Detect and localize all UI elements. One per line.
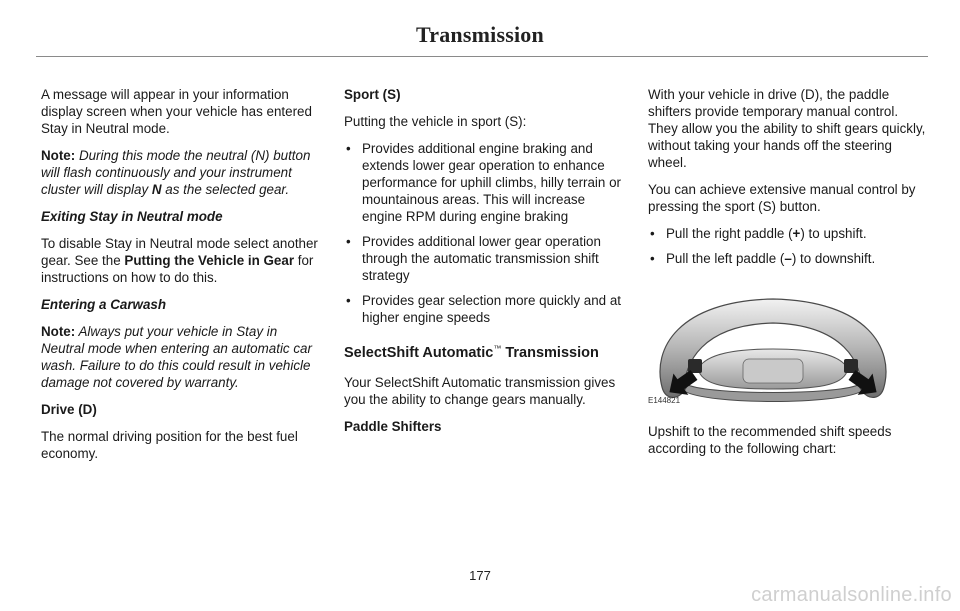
list-item: [344, 233, 626, 284]
heading-exiting-stay-in-neutral: Exiting Stay in Neutral mode: [41, 209, 223, 224]
heading-selectshift-suffix: Transmission: [501, 344, 599, 361]
column-left: [41, 86, 321, 472]
paragraph-sport: Putting the vehicle in sport (S):: [344, 114, 527, 129]
list-item-text: Provides additional lower gear operation through the automatic transmission shift strategy: [362, 234, 601, 283]
trademark-symbol: ™: [493, 344, 502, 353]
note-text: Always put your vehicle in Stay in Neutral mode when entering an automatic car wash. Failure to do this could result in vehicle damage not covered by warranty.: [41, 324, 312, 390]
note-neutral-mode: [41, 147, 321, 198]
page-number: 177: [469, 568, 491, 583]
list-item: [344, 292, 626, 326]
heading-drive: Drive (D): [41, 402, 97, 417]
minus-symbol: –: [784, 251, 792, 266]
column-middle: [344, 86, 626, 445]
list-item: [648, 250, 930, 267]
exit-text: To disable Stay in Neutral mode select another gear. See the: [41, 236, 318, 268]
heading-selectshift: [344, 340, 626, 362]
note-carwash: [41, 323, 321, 391]
steering-wheel-illustration: [648, 291, 898, 409]
list-item-text: Provides gear selection more quickly and at higher engine speeds: [362, 293, 622, 325]
paragraph-exit-instructions: [41, 235, 321, 286]
note-text-end: as the selected gear.: [161, 182, 290, 197]
bullet-icon: •: [650, 251, 655, 266]
note-label: Note:: [41, 324, 76, 339]
paragraph-paddle-intro: With your vehicle in drive (D), the paddle shifters provide temporary manual control. They allow you the ability to shift gears quickly, without taking your hands off the steering wheel.: [648, 87, 926, 170]
cross-reference-link: Putting the Vehicle in Gear: [124, 253, 295, 268]
bullet-icon: •: [346, 141, 351, 156]
bullet-icon: •: [650, 226, 655, 241]
heading-paddle-shifters: Paddle Shifters: [344, 418, 442, 434]
column-right: [648, 86, 930, 467]
paragraph-stay-neutral-message: A message will appear in your information display screen when your vehicle has entered Stay in Neutral mode.: [41, 87, 312, 136]
list-item-text: Provides additional engine braking and extends lower gear operation to enhance performance for uphill climbs, hilly terrain or mountainous areas. This will increase engine RPM during engine braking: [362, 141, 621, 224]
list-item: [344, 140, 626, 225]
sport-bullet-list: [344, 140, 626, 326]
list-item-text: Pull the right paddle (: [666, 226, 793, 241]
paragraph-selectshift: Your SelectShift Automatic transmission gives you the ability to change gears manually.: [344, 374, 616, 407]
plus-symbol: +: [792, 226, 801, 241]
steering-wheel-figure: [648, 291, 898, 409]
list-item-text-end: ) to upshift.: [800, 226, 867, 241]
bullet-icon: •: [346, 234, 351, 249]
note-label: Note:: [41, 148, 76, 163]
figure-label: E144821: [648, 396, 681, 405]
list-item-text-end: ) to downshift.: [791, 251, 876, 266]
heading-entering-carwash: Entering a Carwash: [41, 297, 167, 312]
hub-center: [743, 359, 803, 383]
page-title: Transmission: [416, 22, 544, 47]
paragraph-upshift-chart: Upshift to the recommended shift speeds according to the following chart:: [648, 424, 892, 456]
note-gear-letter: N: [151, 182, 162, 197]
heading-sport: Sport (S): [344, 87, 401, 102]
list-item-text: Pull the left paddle (: [666, 251, 785, 266]
note-text: During this mode the neutral (N) button will flash continuously and your instrument cluster will display: [41, 148, 311, 197]
list-item: [648, 225, 930, 242]
exit-text-end: for instructions on how to do this.: [41, 253, 314, 285]
paragraph-sport-button: You can achieve extensive manual control by pressing the sport (S) button.: [648, 182, 916, 214]
watermark: carmanualsonline.info: [751, 584, 952, 606]
paragraph-drive: The normal driving position for the best fuel economy.: [41, 429, 298, 461]
paddle-bullet-list: [648, 225, 930, 267]
bullet-icon: •: [346, 293, 351, 308]
heading-selectshift-text: SelectShift Automatic: [344, 344, 494, 361]
header-divider: [36, 56, 928, 57]
